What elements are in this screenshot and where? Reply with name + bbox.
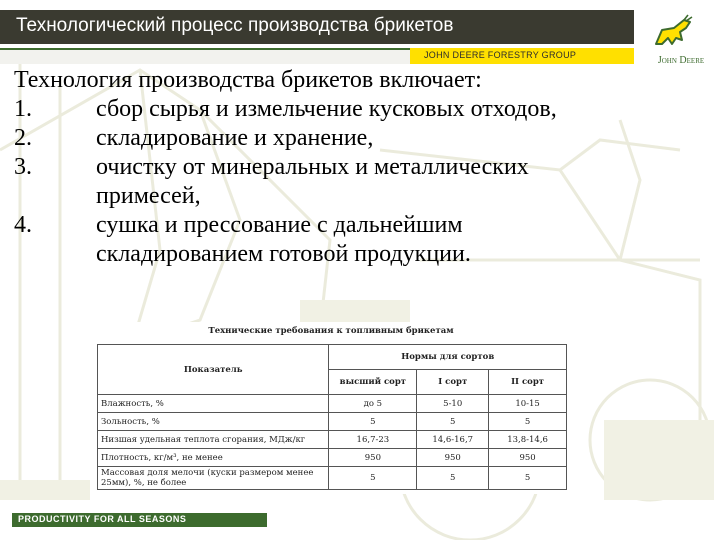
table-cell: 5 xyxy=(417,413,489,431)
table-cell: 950 xyxy=(489,449,567,467)
table-cell: 16,7-23 xyxy=(329,431,417,449)
table-cell: 5 xyxy=(489,413,567,431)
table-cell: 14,6-16,7 xyxy=(417,431,489,449)
logo-wordmark: John Deere xyxy=(657,55,705,66)
table-row xyxy=(98,395,567,413)
john-deere-logo xyxy=(640,12,720,72)
table-cell: 10-15 xyxy=(489,395,567,413)
table-cell-label: Массовая доля мелочи (куски размером менее 25мм), %, не более xyxy=(98,467,329,490)
table-row xyxy=(98,413,567,431)
list-item xyxy=(14,211,624,269)
table-cell: 5 xyxy=(417,467,489,490)
process-steps-list xyxy=(14,95,624,269)
table-cell-label: Влажность, % xyxy=(98,395,329,413)
table-cell: 5 xyxy=(329,413,417,431)
footer-slogan: PRODUCTIVITY FOR ALL SEASONS xyxy=(18,514,187,524)
slide-title: Технологический процесс производства брикетов xyxy=(16,15,454,36)
table-cell: 950 xyxy=(329,449,417,467)
table-cell-label: Плотность, кг/м³, не менее xyxy=(98,449,329,467)
table-cell-label: Низшая удельная теплота сгорания, МДж/кг xyxy=(98,431,329,449)
column-header-grade: II сорт xyxy=(489,370,567,395)
column-header-grade: высший сорт xyxy=(329,370,417,395)
company-subtitle: JOHN DEERE FORESTRY GROUP xyxy=(424,50,577,60)
table-cell: 5 xyxy=(329,467,417,490)
list-item-number: 4. xyxy=(14,212,32,238)
column-header-grade: I сорт xyxy=(417,370,489,395)
table-cell: 5-10 xyxy=(417,395,489,413)
list-item xyxy=(14,124,624,153)
leaping-deer-icon xyxy=(654,14,694,54)
list-item-number: 3. xyxy=(14,154,32,180)
table-cell: до 5 xyxy=(329,395,417,413)
intro-text: Технология производства брикетов включает: xyxy=(14,67,482,93)
table-cell: 13,8-14,6 xyxy=(489,431,567,449)
table-header-row xyxy=(98,345,567,370)
list-item-number: 1. xyxy=(14,96,32,122)
table-cell: 5 xyxy=(489,467,567,490)
table-cell-label: Зольность, % xyxy=(98,413,329,431)
column-header-norms: Нормы для сортов xyxy=(329,345,567,370)
list-item xyxy=(14,95,624,124)
footer-bar xyxy=(12,513,267,527)
list-item-text: складирование и хранение, xyxy=(96,125,374,151)
column-header-indicator: Показатель xyxy=(98,345,329,395)
table-row xyxy=(98,449,567,467)
list-item-text: сушка и прессование с дальнейшим складированием готовой продукции. xyxy=(96,212,471,267)
list-item-text: очистку от минеральных и металлических примесей, xyxy=(96,154,529,209)
list-item-number: 2. xyxy=(14,125,32,151)
table-cell: 950 xyxy=(417,449,489,467)
table-row xyxy=(98,431,567,449)
table-row xyxy=(98,467,567,490)
requirements-table xyxy=(97,344,567,490)
table-caption: Технические требования к топливным брикетам xyxy=(208,326,454,336)
briquette-requirements-table xyxy=(90,322,572,494)
title-bar xyxy=(0,10,634,44)
list-item-text: сбор сырья и измельчение кусковых отходов, xyxy=(96,96,557,122)
slide-body xyxy=(14,66,624,269)
list-item xyxy=(14,153,624,211)
